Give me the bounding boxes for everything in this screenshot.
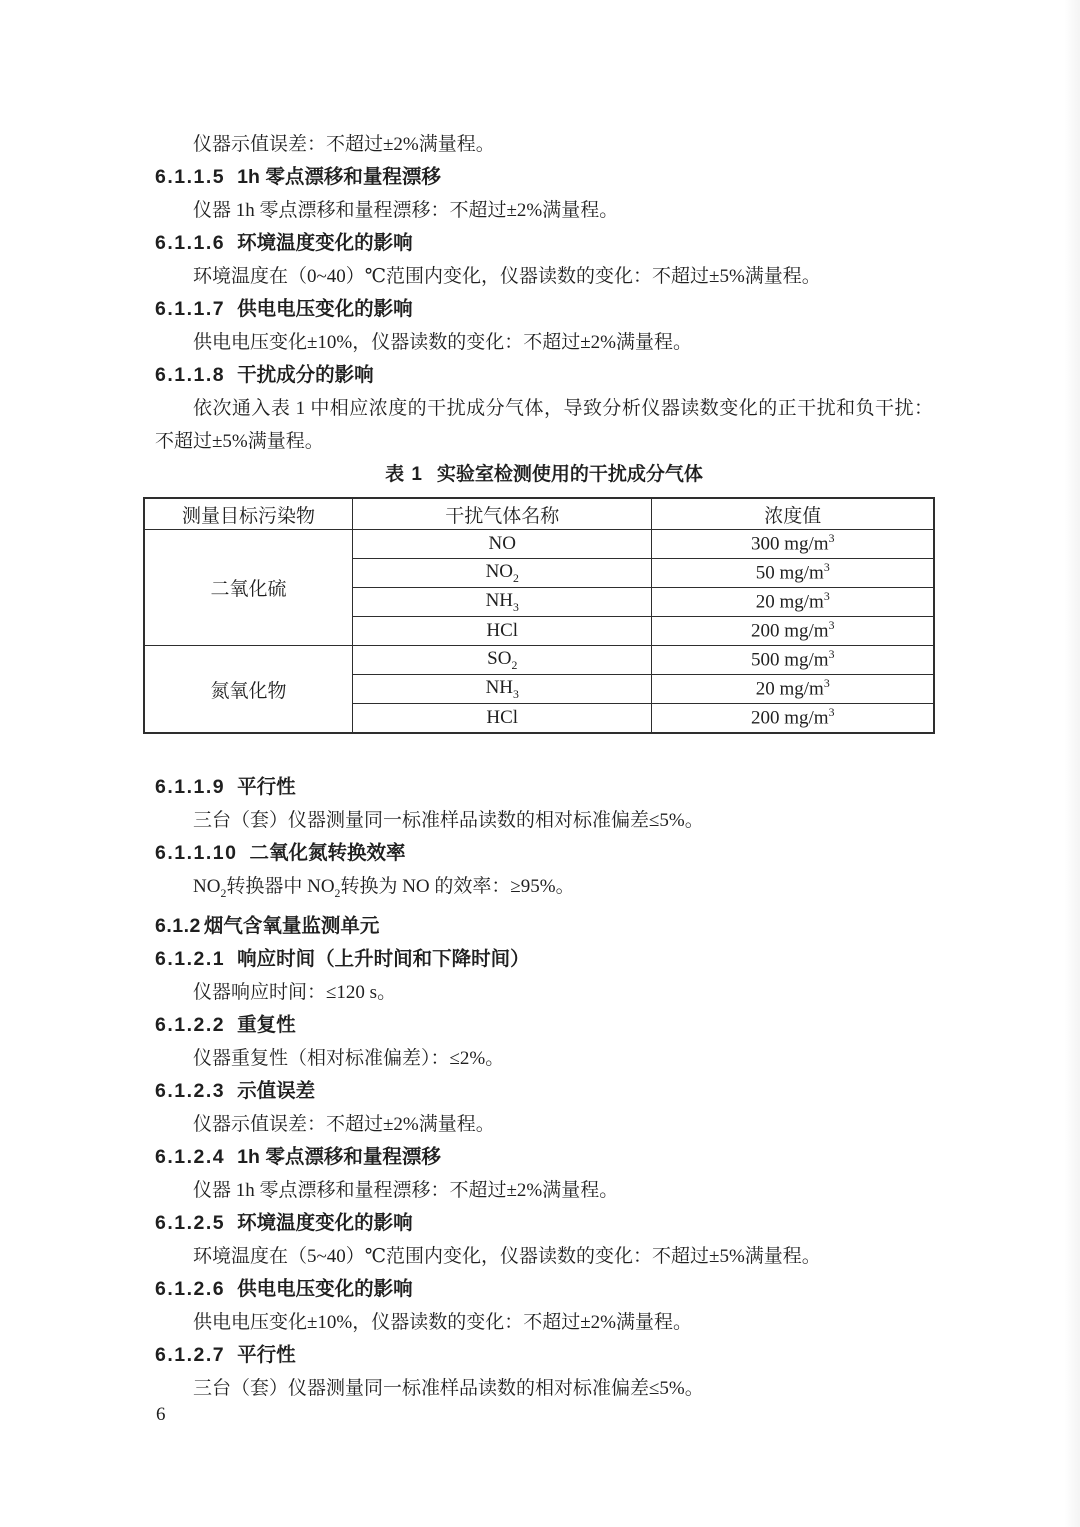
pollutant-cell: 氮氧化物 xyxy=(144,646,353,734)
gas-formula: HCl xyxy=(486,707,519,728)
unit-exponent: 3 xyxy=(828,648,835,662)
table-caption-number: 表 1 xyxy=(385,464,423,485)
body-paragraph: 仪器示值误差：不超过±2%满量程。 xyxy=(193,1113,495,1135)
concentration-cell xyxy=(652,588,934,617)
table-row xyxy=(144,530,934,559)
gas-formula: SO xyxy=(487,647,512,669)
unit-exponent: 3 xyxy=(828,619,835,633)
table-body xyxy=(144,530,934,734)
section-number: 6.1.1.8 xyxy=(155,364,226,386)
section-heading xyxy=(155,1009,933,1042)
section-number: 6.1.1.5 xyxy=(155,166,226,188)
section-title: 平行性 xyxy=(237,1343,296,1366)
concentration-cell xyxy=(652,675,934,704)
gas-subscript: 2 xyxy=(511,658,518,672)
section-number: 6.1.2.3 xyxy=(155,1079,226,1102)
table-header-cell: 测量目标污染物 xyxy=(144,498,353,530)
section-title: 干扰成分的影响 xyxy=(237,364,374,386)
unit-exponent: 3 xyxy=(823,590,830,604)
body-paragraph: 依次通入表 1 中相应浓度的干扰成分气体，导致分析仪器读数变化的正干扰和负干扰：不超过±5%满量程。 xyxy=(155,398,933,452)
gas-name-cell xyxy=(353,617,652,646)
concentration-cell xyxy=(652,646,934,675)
section-title: 重复性 xyxy=(237,1013,296,1036)
section-heading xyxy=(155,227,933,260)
section-title: 二氧化氮转换效率 xyxy=(249,842,406,864)
section-title: 平行性 xyxy=(237,776,296,798)
gas-name-cell xyxy=(353,675,652,704)
text-run: NO xyxy=(193,876,221,897)
section-title: 1h 零点漂移和量程漂移 xyxy=(237,1145,441,1168)
gas-name-cell xyxy=(353,530,652,559)
section-heading xyxy=(155,943,933,976)
pollutant-cell: 二氧化硫 xyxy=(144,530,353,646)
section-heading xyxy=(155,1141,933,1174)
section-heading xyxy=(155,1339,933,1372)
section-number: 6.1.2.5 xyxy=(155,1211,226,1234)
body-paragraph: 供电电压变化±10%，仪器读数的变化：不超过±2%满量程。 xyxy=(193,332,693,353)
table-caption xyxy=(155,458,933,491)
section-number: 6.1.2 xyxy=(155,914,201,937)
gas-subscript: 3 xyxy=(513,687,519,701)
section-heading xyxy=(155,837,933,870)
section-title: 环境温度变化的影响 xyxy=(237,232,413,254)
unit-exponent: 3 xyxy=(828,706,835,720)
concentration-value: 500 mg/m xyxy=(750,649,829,671)
concentration-value: 300 mg/m xyxy=(750,533,829,555)
section-title: 供电电压变化的影响 xyxy=(237,1277,413,1300)
body-paragraph: 环境温度在（5~40）℃范围内变化，仪器读数的变化：不超过±5%满量程。 xyxy=(193,1245,821,1267)
gas-formula: NH xyxy=(485,589,514,611)
unit-exponent: 3 xyxy=(823,561,830,575)
gas-name-cell xyxy=(353,588,652,617)
gas-subscript: 2 xyxy=(513,571,519,585)
section-number: 6.1.2.1 xyxy=(155,947,226,970)
section-title: 供电电压变化的影响 xyxy=(237,298,413,320)
body-paragraph xyxy=(155,870,933,910)
body-paragraph: 三台（套）仪器测量同一标准样品读数的相对标准偏差≤5%。 xyxy=(193,1377,704,1399)
section-number: 6.1.1.7 xyxy=(155,298,226,320)
body-paragraph: 供电电压变化±10%，仪器读数的变化：不超过±2%满量程。 xyxy=(193,1311,693,1333)
section-heading xyxy=(155,293,933,326)
unit-exponent: 3 xyxy=(828,532,835,546)
table-caption-title: 实验室检测使用的干扰成分气体 xyxy=(436,464,703,485)
text-run: 转换为 NO 的效率：≥95%。 xyxy=(340,876,575,897)
section-number: 6.1.1.9 xyxy=(155,776,226,798)
section-title: 烟气含氧量监测单元 xyxy=(203,914,380,937)
body-paragraph: 仪器示值误差：不超过±2%满量程。 xyxy=(193,134,495,155)
body-paragraph: 仪器响应时间：≤120 s。 xyxy=(193,981,397,1003)
unit-exponent: 3 xyxy=(823,677,830,691)
section-heading xyxy=(155,771,933,804)
section-number: 6.1.2.7 xyxy=(155,1343,226,1366)
body-paragraph: 仪器 1h 零点漂移和量程漂移：不超过±2%满量程。 xyxy=(193,200,619,221)
section-title: 示值误差 xyxy=(237,1079,316,1102)
concentration-cell xyxy=(652,617,934,646)
section-number: 6.1.1.10 xyxy=(155,842,238,864)
section-title: 环境温度变化的影响 xyxy=(237,1211,413,1234)
section-heading xyxy=(155,1075,933,1108)
section-title: 响应时间（上升时间和下降时间） xyxy=(237,947,530,970)
gas-formula: NO xyxy=(485,560,514,582)
section-heading xyxy=(155,1273,933,1306)
concentration-value: 20 mg/m xyxy=(755,591,824,613)
concentration-cell xyxy=(652,704,934,734)
concentration-value: 20 mg/m xyxy=(755,678,824,700)
table-row xyxy=(144,646,934,675)
concentration-value: 200 mg/m xyxy=(750,707,829,729)
text-run: 转换器中 NO xyxy=(226,876,335,897)
section-heading xyxy=(155,359,933,392)
section-heading xyxy=(155,1207,933,1240)
concentration-value: 200 mg/m xyxy=(750,620,829,642)
table-header-cell: 浓度值 xyxy=(652,498,934,530)
concentration-cell xyxy=(652,559,934,588)
section-number: 6.1.2.4 xyxy=(155,1145,226,1168)
gas-subscript: 3 xyxy=(513,600,519,614)
gas-name-cell xyxy=(353,704,652,734)
section-heading xyxy=(155,910,933,943)
table-header-cell: 干扰气体名称 xyxy=(353,498,652,530)
gas-name-cell xyxy=(353,559,652,588)
interference-gas-table-wrapper xyxy=(143,497,935,734)
concentration-value: 50 mg/m xyxy=(755,562,824,584)
body-paragraph: 三台（套）仪器测量同一标准样品读数的相对标准偏差≤5%。 xyxy=(193,810,704,831)
section-heading xyxy=(155,161,933,194)
section-number: 6.1.1.6 xyxy=(155,232,226,254)
document-content xyxy=(155,128,933,1405)
body-paragraph: 环境温度在（0~40）℃范围内变化，仪器读数的变化：不超过±5%满量程。 xyxy=(193,266,821,287)
gas-formula: HCl xyxy=(486,620,519,641)
table-head xyxy=(144,498,934,530)
section-title: 1h 零点漂移和量程漂移 xyxy=(237,166,441,188)
subscript: 2 xyxy=(334,886,341,900)
subscript: 2 xyxy=(220,886,227,900)
interference-gas-table xyxy=(143,497,935,734)
concentration-cell xyxy=(652,530,934,559)
section-number: 6.1.2.2 xyxy=(155,1013,226,1036)
gas-formula: NO xyxy=(488,533,516,554)
page-number: 6 xyxy=(156,1404,166,1425)
gas-formula: NH xyxy=(485,676,514,698)
gas-name-cell xyxy=(353,646,652,675)
table-header-row xyxy=(144,498,934,530)
section-number: 6.1.2.6 xyxy=(155,1277,226,1300)
body-paragraph: 仪器重复性（相对标准偏差）：≤2%。 xyxy=(193,1047,505,1069)
body-paragraph: 仪器 1h 零点漂移和量程漂移：不超过±2%满量程。 xyxy=(193,1179,619,1201)
